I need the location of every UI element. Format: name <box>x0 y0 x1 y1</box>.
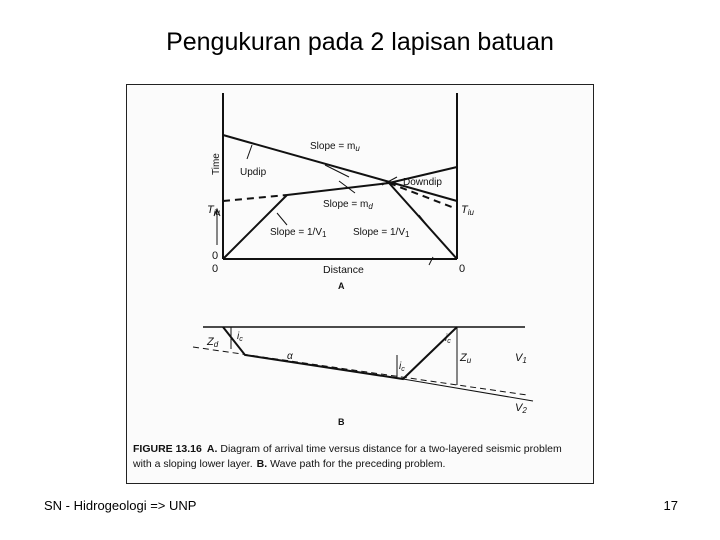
footer-course: SN - Hidrogeologi => UNP <box>44 498 197 513</box>
panel-a-label: A <box>338 281 345 291</box>
t-intercept-left: Tiu <box>207 204 220 217</box>
seismic-diagram <box>127 85 593 483</box>
v1-pointer-right <box>419 215 427 225</box>
ic-left-label: $i_c$ <box>237 331 243 343</box>
downdip-label: Downdip <box>403 177 442 188</box>
v1-label: V1 <box>515 352 527 365</box>
caption-line-1: FIGURE 13.16 A. Diagram of arrival time versus distance for a two-layered seismic problem <box>133 443 562 455</box>
v1-pointer-left <box>277 213 287 225</box>
direct-arrival-right <box>389 183 457 259</box>
zd-label: Zd <box>207 336 219 349</box>
v2-boundary <box>403 379 533 401</box>
figure-caption <box>132 443 562 470</box>
t-intercept-right: Tiu <box>461 204 474 217</box>
alpha-label: α <box>287 351 293 362</box>
diagram-b-labels <box>206 331 527 427</box>
page-number: 17 <box>663 498 678 513</box>
slope-mu-label: Slope = $m_u$ <box>310 141 360 153</box>
zero-left-bottom: 0 <box>212 263 219 275</box>
time-axis-label: Time <box>211 153 222 175</box>
slide-title: Pengukuran pada 2 lapisan batuan <box>166 28 554 56</box>
ray-path <box>223 327 457 379</box>
slope-v1-right-label: Slope = $1/V_1$ <box>353 227 410 239</box>
ic-right-label: $i_c$ <box>445 333 451 345</box>
ic-mid-label: $i_c$ <box>399 361 405 373</box>
v2-label: V2 <box>515 402 527 415</box>
slope-v1-left-label: Slope = $1/V_1$ <box>270 227 327 239</box>
slope-md-label: Slope = $m_d$ <box>323 199 373 211</box>
downdip-line <box>287 183 389 195</box>
figure-13-16 <box>126 84 594 484</box>
caption-line-2: with a sloping lower layer. B. Wave path for the preceding problem. <box>133 458 446 470</box>
updip-label: Updip <box>240 167 267 178</box>
downdip-dashed-left <box>223 195 287 201</box>
diagram-a-labels <box>207 141 475 291</box>
panel-b-label: B <box>338 417 345 427</box>
distance-label: Distance <box>323 264 364 276</box>
zero-right: 0 <box>459 263 466 275</box>
zero-left: 0 <box>212 250 219 262</box>
updip-pointer <box>247 145 252 159</box>
diagram-b <box>193 327 533 401</box>
zu-label: Zu <box>460 352 472 365</box>
